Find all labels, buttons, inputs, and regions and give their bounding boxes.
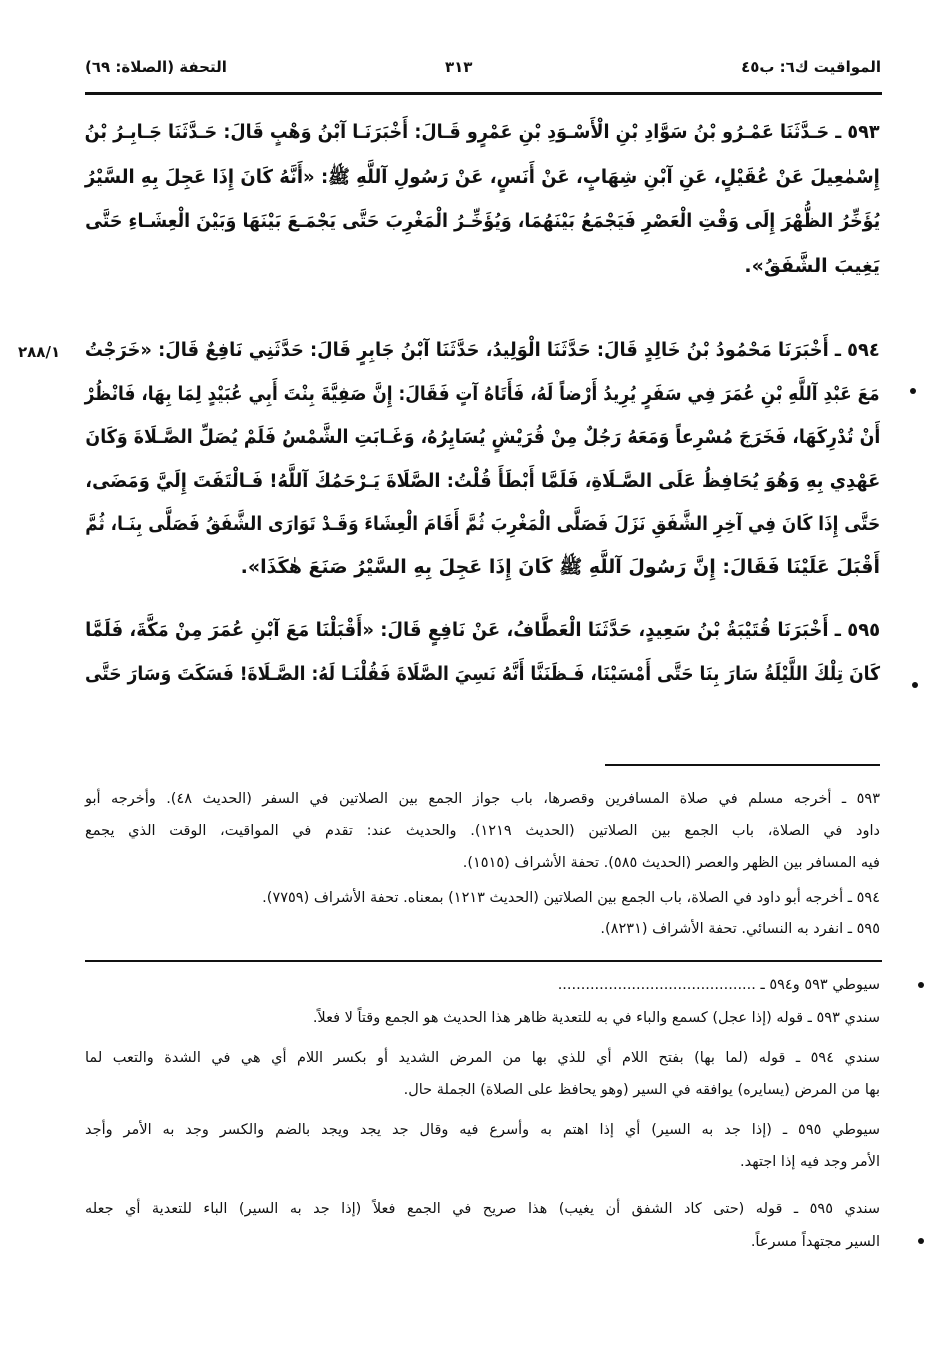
footnote-line-text: ٥٩٤ ـ أخرجه أبو داود في الصلاة، باب الجمع بين الصلاتين (الحديث ١٢١٣) بمعناه. تحفة الأشراف (٧٧٥٩). [262, 890, 880, 906]
footnote-line-text: ٥٩٣ ـ أخرجه مسلم في صلاة المسافرين وقصرها، باب جواز الجمع بين الصلاتين في السفر (الحديث ٤٨). وأخرجه أبو [85, 791, 880, 807]
main-line [85, 610, 880, 650]
margin-mark [910, 388, 916, 394]
header-reference: التحفة (الصلاة: ٦٩) [85, 58, 227, 76]
main-line [85, 112, 880, 152]
main-line-text: يَغِيبَ الشَّفَقُ». [744, 255, 880, 277]
main-line [85, 201, 880, 241]
main-line [85, 246, 880, 286]
commentary-line [85, 1115, 880, 1145]
main-line-text: ٥٩٤ ـ أَخْبَرَنَا مَحْمُودُ بْنُ خَالِدٍ قَالَ: حَدَّثَنَا الْوَلِيدُ، حَدَّثَنَا آبْنُ جَابِرٍ قَالَ: حَدَّثَنِي نَافِعٌ قَالَ: «خَرَجْتُ [85, 339, 880, 361]
commentary-line [85, 1194, 880, 1224]
commentary-line-text: الأمر وجد فيه إذا اجتهد. [740, 1154, 880, 1170]
main-line [85, 157, 880, 197]
main-line-text: عَهْدِي بِهِ وَهُوَ يُحَافِظُ عَلَى الصَّـلَاةِ، فَلَمَّا أَبْطَأَ قُلْتُ: الصَّلَاةَ يَـرْحَمُكَ آللَّهُ! فَـالْتَفَتَ إِلَيَّ وَمَضَى، [85, 470, 880, 492]
footnote-line-text: فيه المسافر بين الظهر والعصر (الحديث ٥٨٥). تحفة الأشراف (١٥١٥). [462, 855, 880, 871]
commentary-line [85, 1043, 880, 1073]
commentary-line [85, 1227, 880, 1257]
main-line [85, 417, 880, 457]
main-line [85, 330, 880, 370]
leader-dots: ........................................... [557, 977, 756, 993]
main-line-text: إِسْمٰعِيلَ عَنْ عُقَيْلٍ، عَنِ آبْنِ شِهَابٍ، عَنْ أَنَسٍ، عَنْ رَسُولِ آللَّهِ ﷺ: «أَنَّهُ كَانَ إِذَا عَجِلَ بِهِ السَّيْرُ [85, 166, 880, 188]
main-line-text: مَعَ عَبْدِ آللَّهِ بْنِ عُمَرَ فِي سَفَرٍ يُرِيدُ أَرْضاً لَهُ، فَأَتَاهُ آتٍ فَقَالَ: إِنَّ صَفِيَّةَ بِنْتَ أَبِي عُبَيْدٍ لِمَا بِهَا، فَانْظُرْ [85, 383, 880, 405]
header-chapter: المواقيت ك٦: ب٤٥ [741, 58, 881, 76]
suyuti-header: سيوطي ٥٩٣ و٥٩٤ ـ [760, 977, 880, 993]
margin-mark [918, 1238, 924, 1244]
main-line-text: كَانَ تِلْكَ اللَّيْلَةُ سَارَ بِنَا حَتَّى أَمْسَيْنَا، فَـظَنَنَّا أَنَّهُ نَسِيَ الصَّلَاةَ فَقُلْنَـا لَهُ: الصَّـلَاةَ! فَسَكَتَ وَسَارَ حَتَّى [85, 663, 880, 685]
commentary-line-text: سندي ٥٩٣ ـ قوله (إذا عجل) كسمع والباء في به للتعدية ظاهر هذا الحديث هو الجمع وقتاً لا فعلاً. [312, 1010, 880, 1026]
main-line [85, 461, 880, 501]
margin-mark [912, 682, 918, 688]
commentary-line-text: سيوطي ٥٩٥ ـ (إذا جد به السير) أي إذا اهتم به وأسرع فيه وقال جد يجد ويجد بالضم والكسر وجد به الأمر وأجد [85, 1122, 880, 1138]
footnote-rule [605, 764, 880, 766]
margin-mark [918, 982, 924, 988]
main-line-text: أَنْ تُدْرِكَهَا، فَخَرَجَ مُسْرِعاً وَمَعَهُ رَجُلٌ مِنْ قُرَيْشٍ يُسَايِرُهُ، وَغَـابَتِ الشَّمْسُ فَلَمْ يُصَلِّ الصَّـلَاةَ وَكَانَ [85, 426, 880, 448]
commentary-line-text: سندي ٥٩٤ ـ قوله (لما بها) بفتح اللام أي للذي بها من المرض الشديد أو بكسر اللام أي هي في الشدة والتعب لما [85, 1050, 880, 1066]
suyuti-header-line [85, 970, 880, 1000]
commentary-rule [85, 960, 882, 962]
header-rule [85, 92, 882, 95]
main-line-text: ٥٩٥ ـ أَخْبَرَنَا قُتَيْبَةُ بْنُ سَعِيدٍ، حَدَّثَنَا الْعَطَّافُ، عَنْ نَافِعٍ قَالَ: «أَقْبَلْنَا مَعَ آبْنِ عُمَرَ مِنْ مَكَّةَ، فَلَمَّا [85, 619, 880, 641]
commentary-line [85, 1003, 880, 1033]
main-line-text: حَتَّى إِذَا كَانَ فِي آخِرِ الشَّفَقِ نَزَلَ فَصَلَّى الْمَغْرِبَ ثُمَّ أَقَامَ الْعِشَاءَ وَقَـدْ تَوَارَى الشَّفَقُ فَصَلَّى بِنَـا، ثُمَّ [85, 513, 880, 535]
main-line [85, 374, 880, 414]
main-line-text: يُؤَخِّرُ الظُّهْرَ إِلَى وَقْتِ الْعَصْرِ فَيَجْمَعُ بَيْنَهُمَا، وَيُؤَخِّـرُ الْمَغْرِبَ حَتَّى يَجْمَـعَ بَيْنَهَا وَبَيْنَ الْعِشَـاءِ حَتَّى [85, 210, 880, 232]
commentary-line [85, 1075, 880, 1105]
main-line-text: ٥٩٣ ـ حَـدَّثَنَا عَمْـرُو بْنُ سَوَّادِ بْنِ الْأَسْـوَدِ بْنِ عَمْرٍو قَـالَ: أَخْبَرَنَـا آبْنُ وَهْبٍ قَالَ: حَـدَّثَنَا جَـابِـرُ بْنُ [85, 121, 880, 143]
footnote-line-text: داود في الصلاة، باب الجمع بين الصلاتين (الحديث ١٢١٩). والحديث عند: تقدم في المواقيت، الوقت الذي يجمع [84, 823, 880, 839]
footnote-line-text: ٥٩٥ ـ انفرد به النسائي. تحفة الأشراف (٨٢٣١). [600, 921, 880, 937]
footnote-line [85, 816, 880, 846]
main-line-text: أَقْبَلَ عَلَيْنَا فَقَالَ: إِنَّ رَسُولَ آللَّهِ ﷺ كَانَ إِذَا عَجِلَ بِهِ السَّيْرُ صَنَعَ هٰكَذَا». [240, 556, 880, 578]
margin-note: ٢٨٨/١ [18, 343, 61, 361]
commentary-line [85, 1147, 880, 1177]
commentary-line-text: بها من المرض (يسايره) يوافقه في السير (وهو يحافظ على الصلاة) الجملة حال. [403, 1082, 880, 1098]
main-line [85, 654, 880, 694]
footnote-line [85, 848, 880, 878]
page-number: ٣١٣ [445, 58, 473, 76]
footnote-line [85, 914, 880, 944]
main-line [85, 504, 880, 544]
footnote-line [85, 784, 880, 814]
commentary-line-text: السير مجتهداً مسرعاً. [750, 1234, 880, 1250]
footnote-line [85, 883, 880, 913]
commentary-line-text: سندي ٥٩٥ ـ قوله (حتى كاد الشفق أن يغيب) هذا صريح في الجمع فعلاً (إذا جد به السير) الباء للتعدية أي جعله [85, 1201, 880, 1217]
main-line [85, 547, 880, 587]
